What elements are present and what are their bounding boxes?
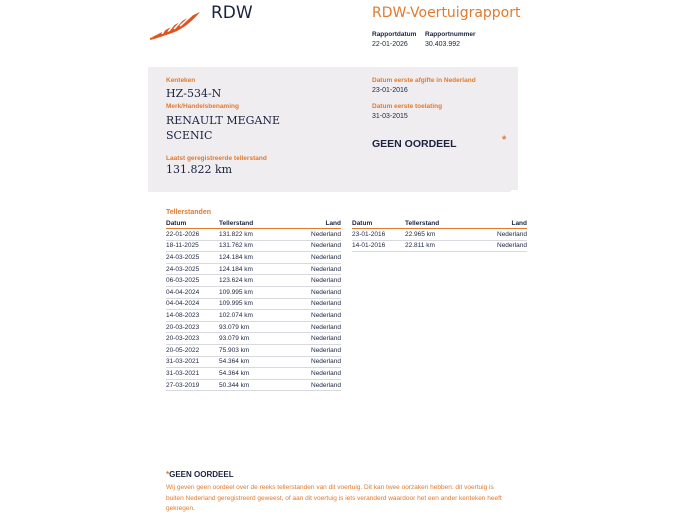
cell-date: 23-01-2016 [352, 229, 405, 241]
cell-country: Nederland [281, 286, 341, 298]
col-header-odometer: Tellerstand [405, 219, 467, 229]
table-row [166, 240, 341, 252]
table-row [166, 252, 341, 264]
cell-odometer: 22.811 km [405, 240, 467, 252]
cell-odometer: 102.074 km [219, 310, 281, 322]
table-row [166, 368, 341, 380]
footnote-title [166, 470, 234, 479]
cell-date: 24-03-2025 [166, 252, 219, 264]
verdict-text: GEEN OORDEEL [372, 138, 457, 150]
table-row [166, 298, 341, 310]
cell-date: 04-04-2024 [166, 286, 219, 298]
cell-date: 20-05-2022 [166, 344, 219, 356]
table-row [166, 379, 341, 391]
cell-odometer: 93.079 km [219, 321, 281, 333]
cell-country: Nederland [281, 229, 341, 241]
cell-odometer: 54.364 km [219, 368, 281, 380]
first-admission-label: Datum eerste toelating [372, 103, 443, 110]
cell-date: 14-08-2023 [166, 310, 219, 322]
col-header-date: Datum [352, 219, 405, 229]
cell-odometer: 123.624 km [219, 275, 281, 287]
table-row [166, 286, 341, 298]
cell-country: Nederland [281, 263, 341, 275]
cell-odometer: 50.344 km [219, 379, 281, 391]
cell-country: Nederland [281, 275, 341, 287]
cell-country: Nederland [281, 379, 341, 391]
cell-date: 04-04-2024 [166, 298, 219, 310]
table-row [352, 240, 527, 252]
cell-odometer: 109.995 km [219, 298, 281, 310]
cell-date: 31-03-2021 [166, 356, 219, 368]
report-date: 22-01-2026 [372, 41, 408, 48]
table-row [166, 356, 341, 368]
cell-date: 06-03-2025 [166, 275, 219, 287]
plate-label: Kenteken [166, 77, 196, 84]
report-date-label: Rapportdatum [372, 31, 417, 38]
cell-country: Nederland [281, 333, 341, 345]
cell-country: Nederland [281, 252, 341, 264]
table-row [166, 321, 341, 333]
table-row [166, 263, 341, 275]
cell-country: Nederland [281, 240, 341, 252]
last-odometer-value: 131.822 km [166, 163, 233, 176]
cell-date: 22-01-2026 [166, 229, 219, 241]
col-header-odometer: Tellerstand [219, 219, 281, 229]
make-label: Merk/Handelsbenaming [166, 103, 239, 110]
col-header-country: Land [281, 219, 341, 229]
cell-odometer: 93.079 km [219, 333, 281, 345]
make-value-line1: RENAULT MEGANE [166, 114, 281, 127]
cell-date: 31-03-2021 [166, 368, 219, 380]
cell-country: Nederland [467, 229, 527, 241]
cell-country: Nederland [281, 298, 341, 310]
cell-odometer: 22.965 km [405, 229, 467, 241]
verdict-marker: * [502, 134, 507, 146]
rdw-feather-logo-icon [150, 10, 204, 40]
plate-value: HZ-534-N [166, 87, 222, 100]
cell-date: 14-01-2016 [352, 240, 405, 252]
cell-country: Nederland [281, 368, 341, 380]
table-row [166, 275, 341, 287]
cell-country: Nederland [281, 356, 341, 368]
cell-odometer: 131.822 km [219, 229, 281, 241]
cell-country: Nederland [281, 321, 341, 333]
first-nl-value: 23-01-2016 [372, 87, 408, 94]
first-admission-value: 31-03-2015 [372, 113, 408, 120]
table-row [166, 229, 341, 241]
odometer-table-left [166, 219, 341, 391]
last-odometer-label: Laatst geregistreerde tellerstand [166, 155, 267, 162]
cell-odometer: 124.184 km [219, 252, 281, 264]
brand-name: RDW [211, 3, 253, 23]
odometer-table-right [352, 219, 527, 252]
footnote-marker: * [166, 470, 170, 479]
first-nl-label: Datum eerste afgifte in Nederland [372, 77, 476, 84]
table-row [166, 310, 341, 322]
report-number-label: Rapportnummer [425, 31, 476, 38]
table-row [352, 229, 527, 241]
cell-country: Nederland [281, 310, 341, 322]
report-title: RDW-Voertuigrapport [372, 5, 521, 21]
cell-odometer: 75.903 km [219, 344, 281, 356]
cell-date: 20-03-2023 [166, 321, 219, 333]
odometer-section-title: Tellerstanden [166, 209, 211, 216]
table-row [166, 344, 341, 356]
cell-country: Nederland [281, 344, 341, 356]
card-corner-fold [148, 182, 518, 192]
cell-odometer: 124.184 km [219, 263, 281, 275]
cell-odometer: 109.995 km [219, 286, 281, 298]
footnote-text: Wij geven geen oordeel over de reeks tellerstanden van dit voertuig. Dit kan twee oorzaken hebben: dit voertuig is buiten Nederland geregistreerd geweest, of aan dit voertuig is iets veranderd waardoor het een ander kenteken heeft gekregen. [166, 484, 502, 512]
cell-date: 20-03-2023 [166, 333, 219, 345]
table-row [166, 333, 341, 345]
cell-date: 27-03-2019 [166, 379, 219, 391]
cell-date: 24-03-2025 [166, 263, 219, 275]
cell-odometer: 54.364 km [219, 356, 281, 368]
cell-odometer: 131.762 km [219, 240, 281, 252]
make-value-line2: SCENIC [166, 129, 213, 142]
col-header-date: Datum [166, 219, 219, 229]
report-number: 30.403.992 [425, 41, 461, 48]
cell-date: 18-11-2025 [166, 240, 219, 252]
footnote-title-text: GEEN OORDEEL [169, 470, 234, 479]
col-header-country: Land [467, 219, 527, 229]
cell-country: Nederland [467, 240, 527, 252]
